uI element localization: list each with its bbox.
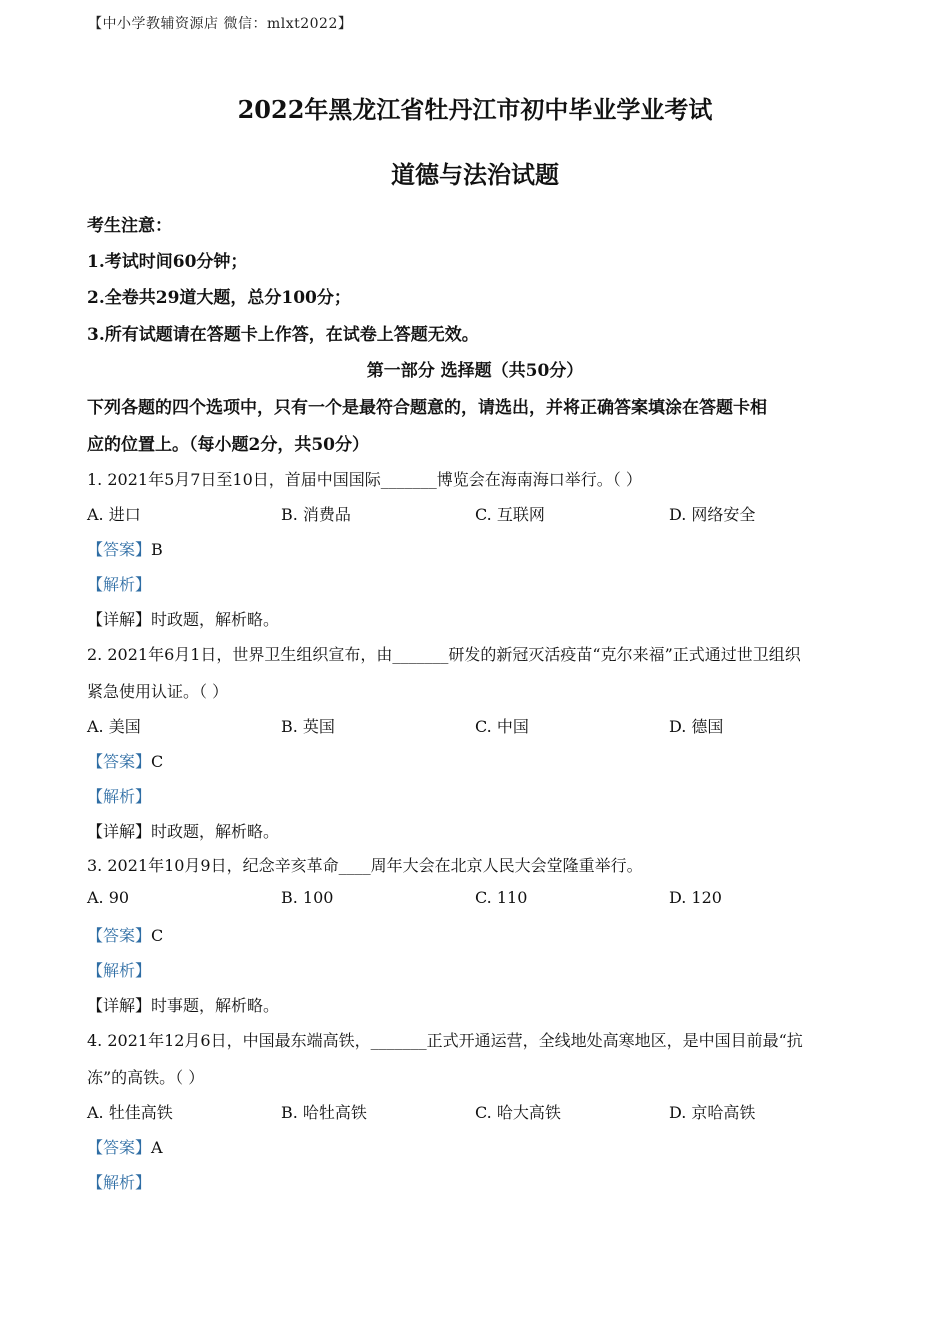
answer-value: B [151,540,163,559]
option-a: A. 牡佳高铁 [87,1103,173,1122]
notice-item: 2.全卷共29道大题，总分100分； [87,288,351,308]
analysis-label: 【解析】 [87,1173,152,1192]
answer-label: 【答案】 [87,540,152,559]
question-stem: 冻”的高铁。（ ） [87,1068,205,1087]
option-b: B. 哈牡高铁 [281,1103,367,1122]
answer-label: 【答案】 [87,1138,152,1157]
section-title: 第一部分 选择题（共50分） [366,361,584,381]
notice-item: 3.所有试题请在答题卡上作答，在试卷上答题无效。 [87,325,479,345]
answer-line [87,1135,163,1158]
detail-line: 【详解】时政题，解析略。 [87,610,280,629]
analysis-label: 【解析】 [87,961,152,980]
answer-line [87,923,163,946]
option-d: D. 京哈高铁 [669,1103,756,1122]
watermark-header: 【中小学教辅资源店 微信：mlxt2022】 [88,16,353,32]
analysis-label: 【解析】 [87,575,152,594]
answer-label: 【答案】 [87,926,152,945]
detail-line: 【详解】时事题，解析略。 [87,996,280,1015]
option-b: B. 消费品 [281,505,351,524]
option-a: A. 进口 [87,505,141,524]
question-stem: 2. 2021年6月1日，世界卫生组织宣布，由_______研发的新冠灭活疫苗“克尔来福”正式通过世卫组织 [87,645,801,664]
option-b: B. 英国 [281,717,335,736]
answer-value: A [151,1138,163,1157]
option-d: D. 120 [669,888,722,907]
answer-line [87,749,163,772]
detail-line: 【详解】时政题，解析略。 [87,822,280,841]
option-c: C. 哈大高铁 [475,1103,561,1122]
analysis-label: 【解析】 [87,787,152,806]
notice-item: 1.考试时间60分钟； [87,252,248,272]
option-a: A. 美国 [87,717,141,736]
option-c: C. 中国 [475,717,529,736]
notice-heading: 考生注意： [87,216,172,236]
option-d: D. 网络安全 [669,505,756,524]
page-subtitle: 道德与法治试题 [391,160,559,189]
option-c: C. 互联网 [475,505,545,524]
question-stem: 紧急使用认证。（ ） [87,682,229,701]
section-instruction: 应的位置上。（每小题2分，共50分） [87,435,369,455]
answer-line [87,537,163,560]
option-a: A. 90 [87,888,130,907]
answer-value: C [151,752,164,771]
page-title: 2022年黑龙江省牡丹江市初中毕业学业考试 [237,95,713,124]
section-instruction: 下列各题的四个选项中，只有一个是最符合题意的，请选出，并将正确答案填涂在答题卡相 [87,398,767,418]
option-d: D. 德国 [669,717,724,736]
option-b: B. 100 [281,888,334,907]
option-c: C. 110 [475,888,528,907]
answer-value: C [151,926,164,945]
question-stem: 1. 2021年5月7日至10日，首届中国国际_______博览会在海南海口举行。（ ） [87,470,642,489]
question-stem: 3. 2021年10月9日，纪念辛亥革命____周年大会在北京人民大会堂隆重举行。 [87,856,643,875]
answer-label: 【答案】 [87,752,152,771]
question-stem: 4. 2021年12月6日，中国最东端高铁，_______正式开通运营，全线地处高寒地区，是中国目前最“抗 [87,1031,803,1050]
